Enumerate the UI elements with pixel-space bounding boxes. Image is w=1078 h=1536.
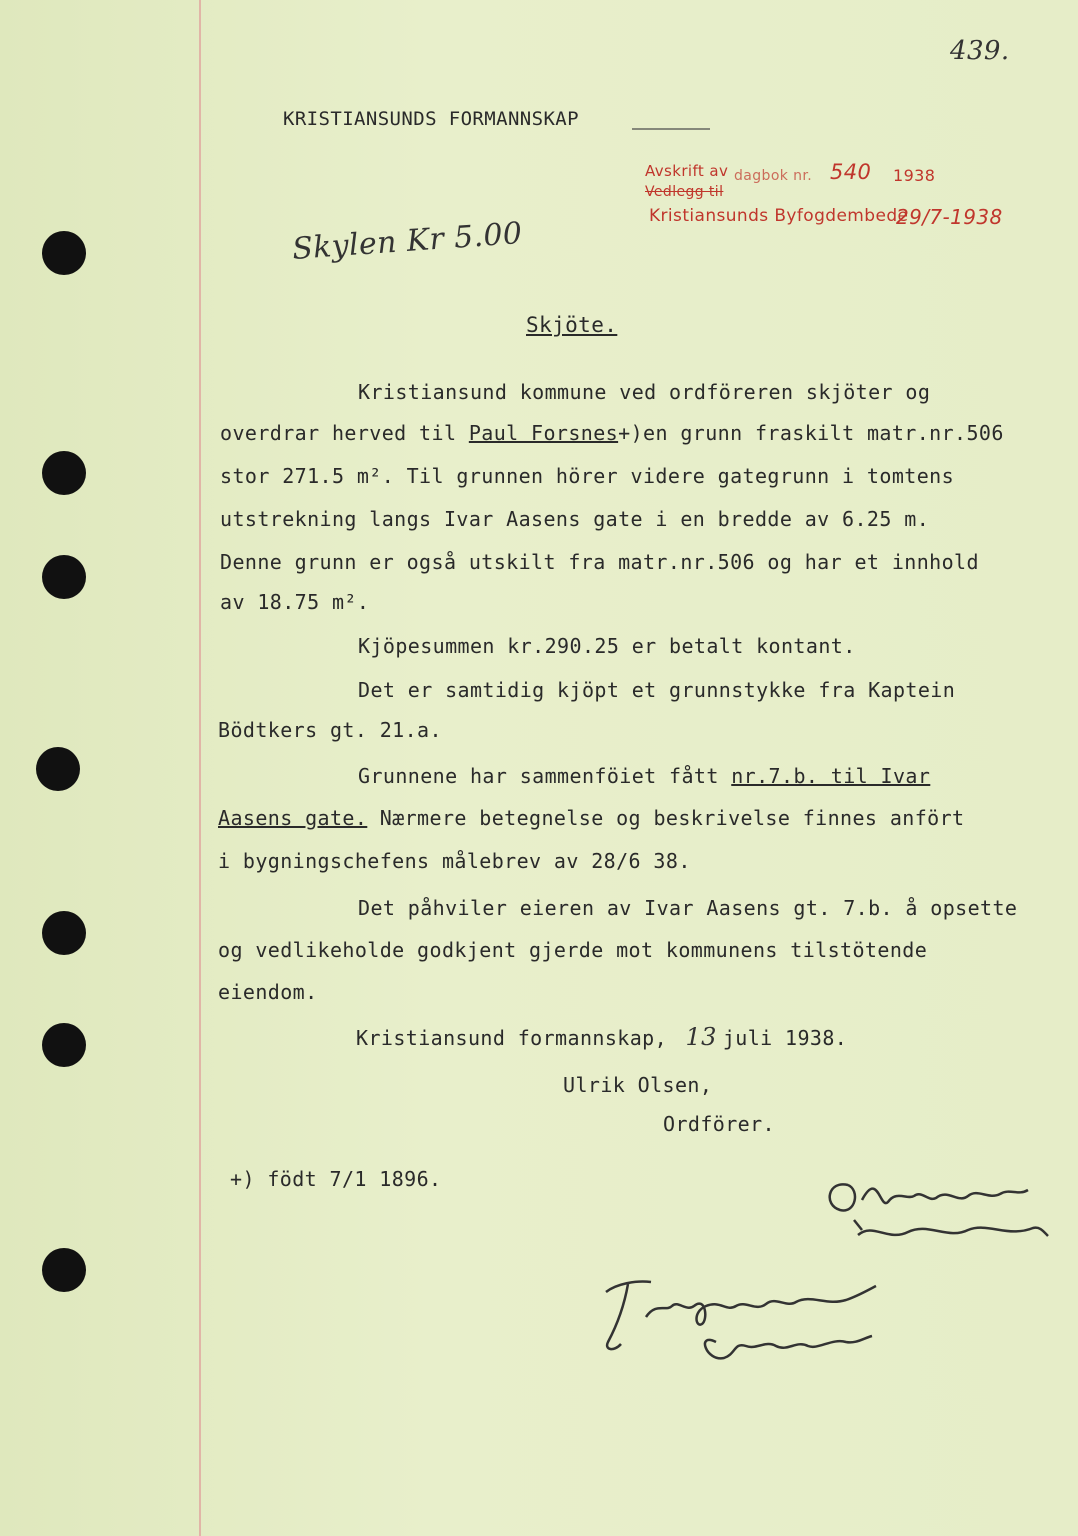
header-rule	[632, 128, 710, 130]
signatory-name: Ulrik Olsen,	[563, 1073, 713, 1097]
punch-hole	[42, 1023, 86, 1067]
signatory-role: Ordförer.	[663, 1112, 775, 1136]
stamp-line3-date: 29/7-1938	[896, 205, 1003, 229]
signature-scribble-right	[818, 1160, 1058, 1260]
body-line-4: utstrekning langs Ivar Aasens gate i en bredde av 6.25 m.	[220, 507, 930, 531]
body-line-7: Kjöpesummen kr.290.25 er betalt kontant.	[358, 634, 856, 658]
document-title: Skjöte.	[526, 313, 618, 337]
stamp-line3-label: Kristiansunds Byfogdembede	[649, 206, 909, 226]
header-title: KRISTIANSUNDS FORMANNSKAP	[283, 108, 579, 130]
punch-hole	[42, 555, 86, 599]
punch-hole	[42, 231, 86, 275]
body-line-15: eiendom.	[218, 980, 318, 1004]
body-line-9: Bödtkers gt. 21.a.	[218, 718, 442, 742]
margin-rule	[199, 0, 201, 1536]
stamp-line1-mid: dagbok nr.	[734, 168, 813, 184]
signature-scribble-bottom	[596, 1262, 896, 1382]
body-line-5: Denne grunn er også utskilt fra matr.nr.506 og har et innhold	[220, 550, 979, 574]
stamp-dagbok-number: 540	[830, 160, 872, 184]
punch-hole	[42, 1248, 86, 1292]
punch-hole	[36, 747, 80, 791]
body-line-12: i bygningschefens målebrev av 28/6 38.	[218, 849, 691, 873]
body-line-13: Det påhviler eieren av Ivar Aasens gt. 7.b. å opsette	[358, 896, 1018, 920]
body-line-3: stor 271.5 m². Til grunnen hörer videre gategrunn i tomtens	[220, 464, 955, 488]
body-line-14: og vedlikeholde godkjent gjerde mot kommunens tilstötende	[218, 938, 928, 962]
dateline: Kristiansund formannskap, 13 juli 1938.	[356, 1023, 848, 1051]
body-line-8: Det er samtidig kjöpt et grunnstykke fra Kaptein	[358, 678, 956, 702]
page-number: 439.	[950, 36, 1010, 66]
stamp-line2: Vedlegg til	[645, 184, 724, 200]
body-line-6: av 18.75 m².	[220, 590, 370, 614]
body-line-1: Kristiansund kommune ved ordföreren skjöter og	[358, 380, 931, 404]
body-line-11: Aasens gate. Nærmere betegnelse og beskrivelse finnes anfört	[218, 806, 965, 830]
footnote: +) födt 7/1 1896.	[230, 1167, 442, 1191]
fee-note: Skylen Kr 5.00	[291, 216, 524, 267]
body-line-10: Grunnene har sammenföiet fått nr.7.b. til Ivar	[358, 764, 931, 788]
stamp-year: 1938	[893, 166, 936, 185]
punch-hole	[42, 911, 86, 955]
punch-hole	[42, 451, 86, 495]
stamp-line1-label: Avskrift av	[645, 162, 729, 180]
body-line-2: overdrar herved til Paul Forsnes+)en grunn fraskilt matr.nr.506	[220, 421, 1004, 445]
